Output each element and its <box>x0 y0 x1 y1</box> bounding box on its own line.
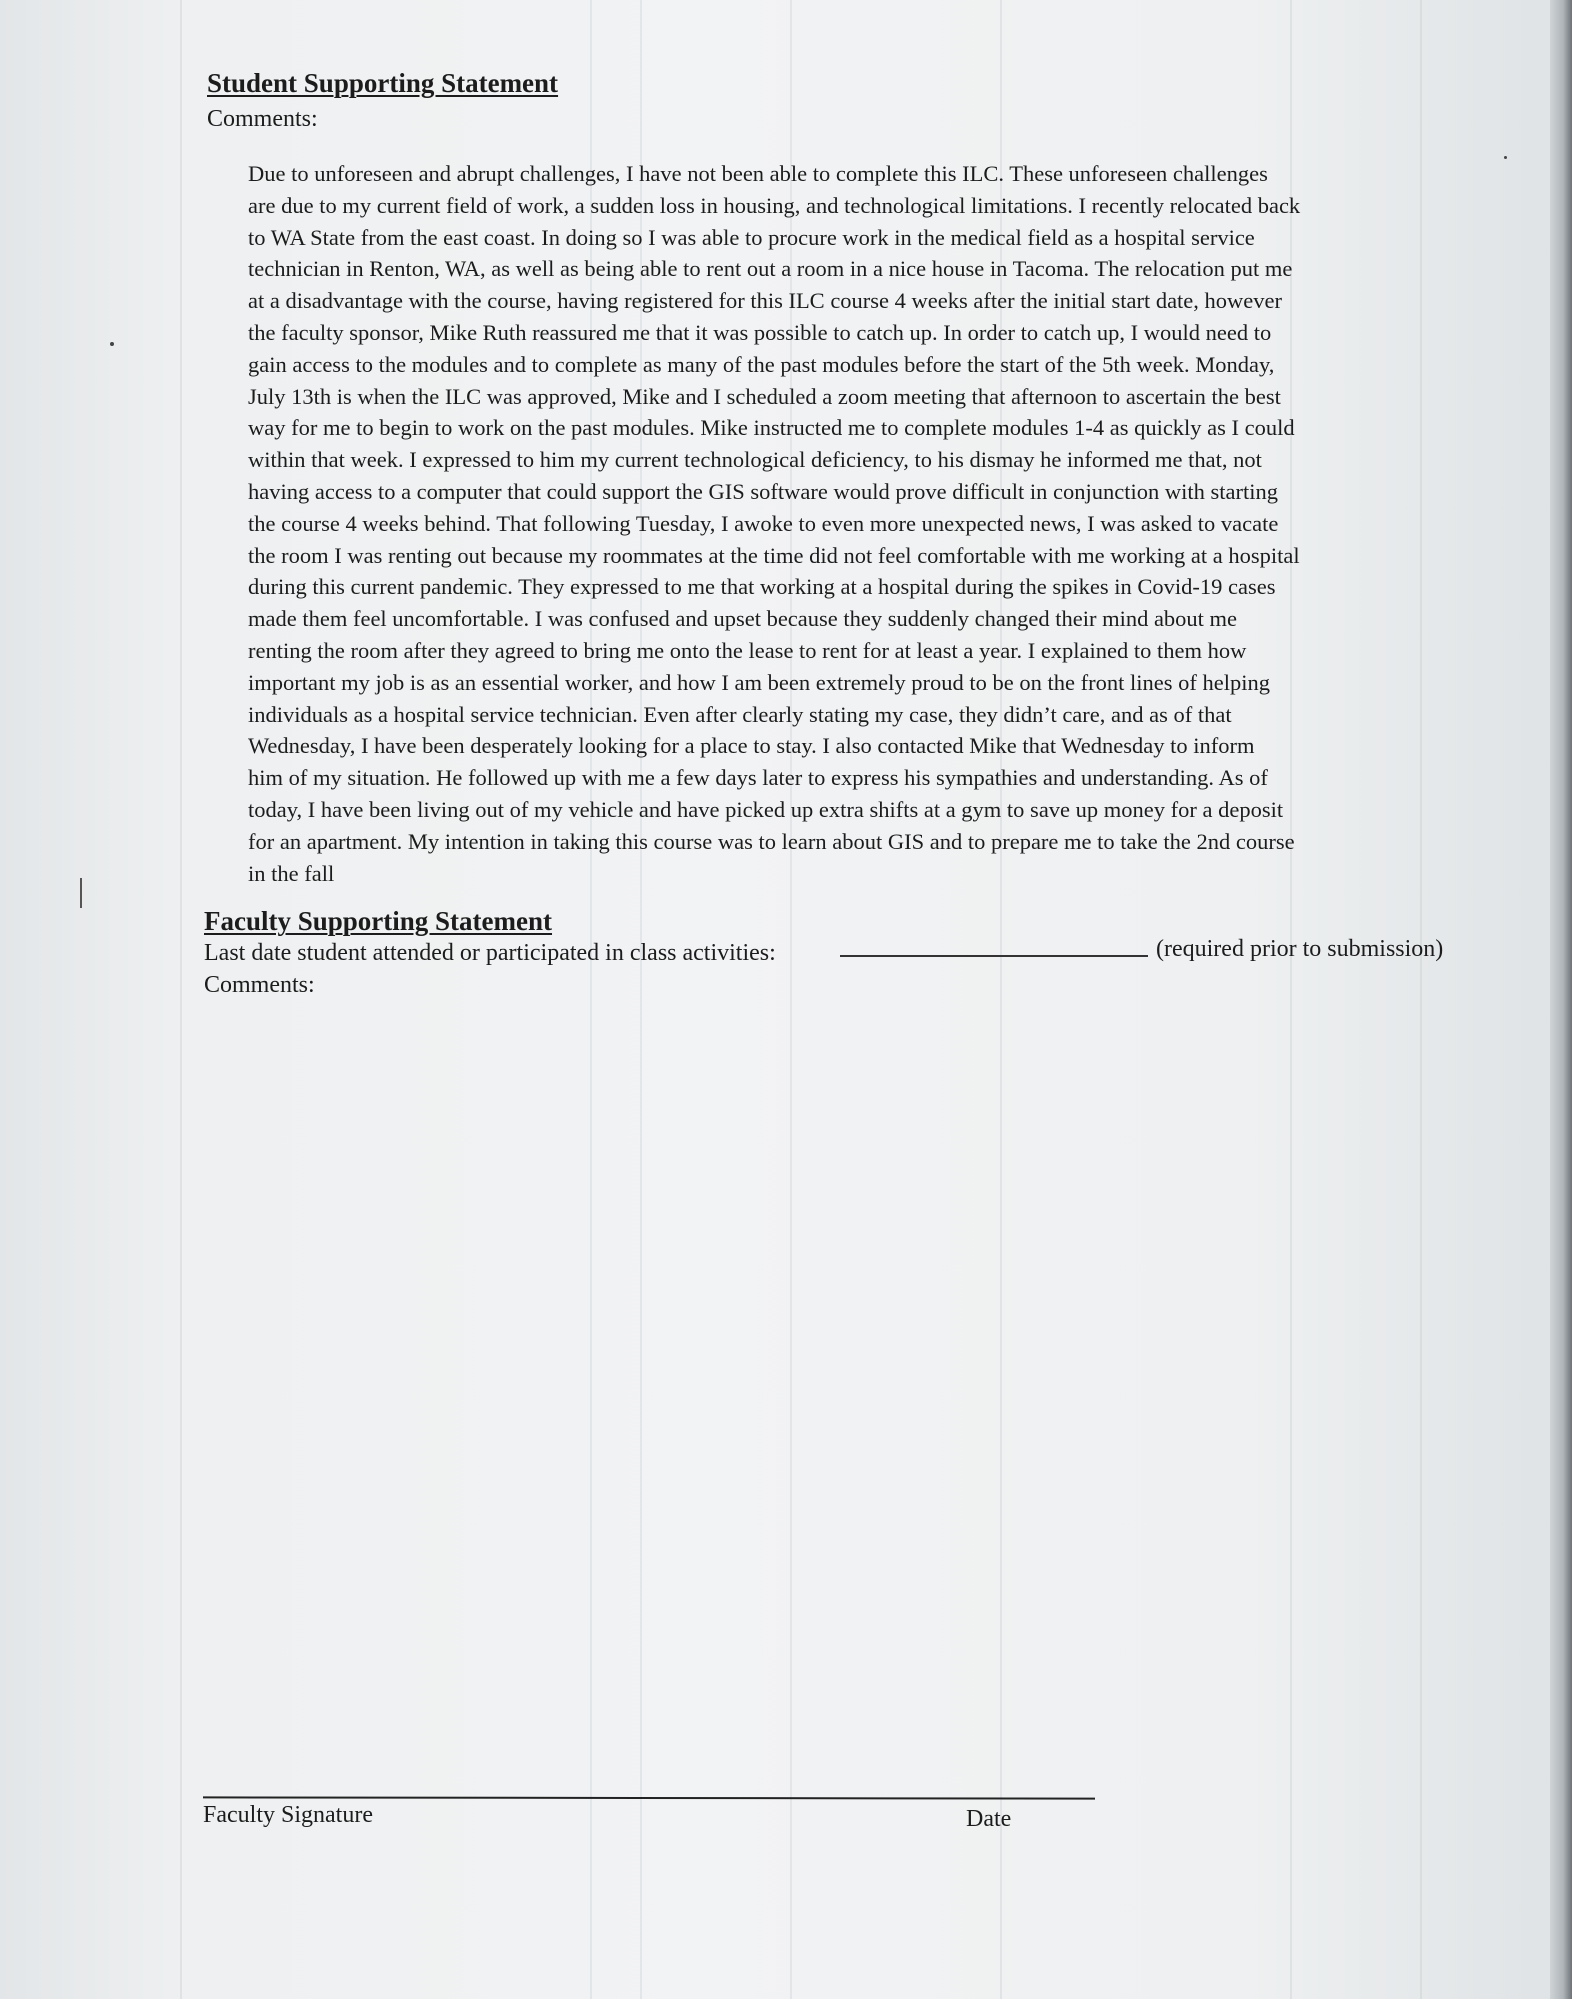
statement-line: in the fall <box>248 860 335 886</box>
statement-line: July 13th is when the ILC was approved, Mike and I scheduled a zoom meeting that afternoon to ascertain the best <box>248 383 1281 409</box>
student-statement-heading: Student Supporting Statement <box>207 68 559 98</box>
statement-line: made them feel uncomfortable. I was confused and upset because they suddenly changed their mind about me <box>248 606 1238 632</box>
statement-line: within that week. I expressed to him my current technological deficiency, to his dismay he informed me that, not <box>248 447 1262 473</box>
statement-line: way for me to begin to work on the past modules. Mike instructed me to complete modules 1-4 as quickly as I could <box>248 415 1295 441</box>
statement-line: today, I have been living out of my vehicle and have picked up extra shifts at a gym to save up money for a deposit <box>248 796 1284 822</box>
statement-line: Wednesday, I have been desperately looking for a place to stay. I also contacted Mike that Wednesday to inform <box>248 733 1255 759</box>
page-edge-shadow <box>1550 0 1572 1999</box>
statement-line: technician in Renton, WA, as well as being able to rent out a room in a nice house in Tacoma. The relocation put me <box>248 256 1293 282</box>
statement-line: the course 4 weeks behind. That following Tuesday, I awoke to even more unexpected news, I was asked to vacate <box>248 510 1279 536</box>
date-label: Date <box>966 1806 1012 1832</box>
last-date-field[interactable] <box>840 955 1148 957</box>
statement-line: at a disadvantage with the course, having registered for this ILC course 4 weeks after the initial start date, however <box>248 288 1283 314</box>
statement-line: for an apartment. My intention in taking this course was to learn about GIS and to prepare me to take the 2nd course <box>248 828 1295 854</box>
faculty-signature-label: Faculty Signature <box>203 1802 373 1828</box>
last-date-label: Last date student attended or participated in class activities: <box>204 940 776 966</box>
statement-line: during this current pandemic. They expressed to me that working at a hospital during the spikes in Covid-19 cases <box>248 574 1276 600</box>
statement-line: renting the room after they agreed to bring me onto the lease to rent for at least a year. I explained to them how <box>248 637 1247 663</box>
statement-line: are due to my current field of work, a sudden loss in housing, and technological limitations. I recently relocated back <box>248 192 1301 218</box>
statement-line: the room I was renting out because my roommates at the time did not feel comfortable with me working at a hospital <box>248 542 1300 568</box>
statement-line: him of my situation. He followed up with me a few days later to express his sympathies and understanding. As of <box>248 765 1268 791</box>
scan-artifact-line <box>180 0 182 1999</box>
student-statement-body <box>248 158 1448 889</box>
scan-mark <box>80 878 82 908</box>
statement-line: the faculty sponsor, Mike Ruth reassured me that it was possible to catch up. In order to catch up, I would need to <box>248 319 1272 345</box>
statement-line: important my job is as an essential worker, and how I am been extremely proud to be on the front lines of helping <box>248 669 1270 695</box>
statement-line: having access to a computer that could support the GIS software would prove difficult in conjunction with starting <box>248 478 1278 504</box>
faculty-statement-heading: Faculty Supporting Statement <box>204 906 553 936</box>
statement-line: Due to unforeseen and abrupt challenges, I have not been able to complete this ILC. These unforeseen challenges <box>248 161 1268 186</box>
faculty-comments-label: Comments: <box>204 972 315 998</box>
required-note: (required prior to submission) <box>1156 936 1444 962</box>
statement-line: individuals as a hospital service technician. Even after clearly stating my case, they didn’t care, and as of that <box>248 701 1232 727</box>
statement-line: gain access to the modules and to complete as many of the past modules before the start of the 5th week. Monday, <box>248 351 1275 377</box>
scan-speck <box>1504 156 1507 159</box>
student-comments-label: Comments: <box>207 106 318 132</box>
statement-line: to WA State from the east coast. In doing so I was able to procure work in the medical field as a hospital service <box>248 224 1255 250</box>
scan-speck <box>110 342 114 346</box>
